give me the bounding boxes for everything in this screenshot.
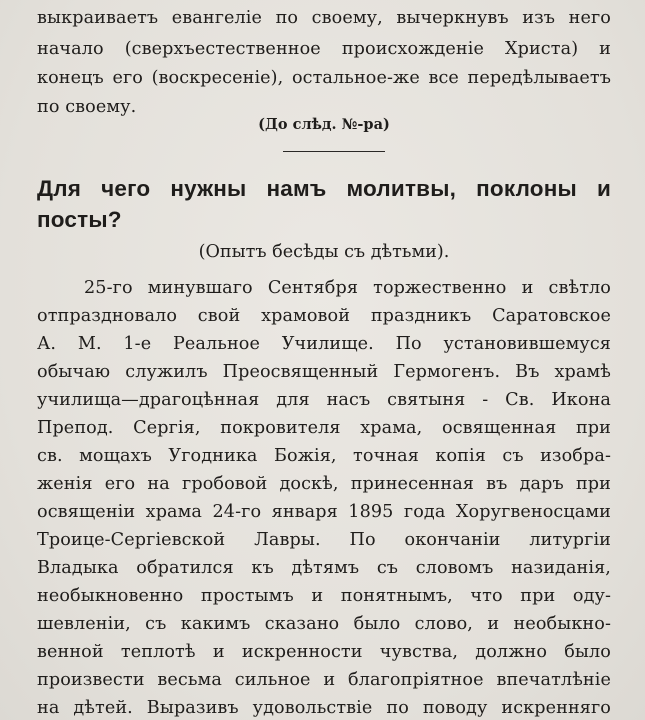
body-line: А. М. 1-е Реальное Училище. По установившемуся <box>37 334 611 354</box>
body-line: шевленіи, съ какимъ сказано было слово, и необыкно- <box>37 614 611 634</box>
text-line: конецъ его (воскресеніе), остальное-же все передѣлываетъ <box>37 68 611 88</box>
article-title-line: Для чего нужны намъ молитвы, поклоны и <box>37 176 611 201</box>
body-line: св. мощахъ Угодника Божія, точная копія съ изобра- <box>37 446 611 466</box>
body-line: Владыка обратился къ дѣтямъ съ словомъ назиданія, <box>37 558 611 578</box>
body-line: училища—драгоцѣнная для насъ святыня - Св. Икона <box>37 390 611 410</box>
section-divider <box>283 151 385 152</box>
continuation-note: (До слѣд. №-ра) <box>258 116 390 133</box>
body-line: отпраздновало свой храмовой праздникъ Саратовское <box>37 306 611 326</box>
article-title-line: посты? <box>37 207 122 232</box>
text-line: по своему. <box>37 97 137 117</box>
body-line: Троице-Сергіевской Лавры. По окончаніи литургіи <box>37 530 611 550</box>
article-subtitle: (Опытъ бесѣды съ дѣтьми). <box>198 242 450 262</box>
body-line: обычаю служилъ Преосвященный Гермогенъ. Въ храмѣ <box>37 362 611 382</box>
body-line: необыкновенно простымъ и понятнымъ, что при оду- <box>37 586 611 606</box>
body-line: 25-го минувшаго Сентября торжественно и свѣтло <box>84 278 611 298</box>
text-line: начало (сверхъестественное происхожденіе Христа) и <box>37 39 611 59</box>
body-line: произвести весьма сильное и благопріятное впечатлѣніе <box>37 670 611 690</box>
body-line: женія его на гробовой доскѣ, принесенная въ даръ при <box>37 474 611 494</box>
text-line: выкраиваетъ евангеліе по своему, вычеркнувъ изъ него <box>37 8 611 28</box>
body-line: Препод. Сергія, покровителя храма, освященная при <box>37 418 611 438</box>
body-line: освященіи храма 24-го января 1895 года Хоругвеносцами <box>37 502 611 522</box>
body-line: венной теплотѣ и искренности чувства, должно было <box>37 642 611 662</box>
body-line: на дѣтей. Выразивъ удовольствіе по поводу искренняго <box>37 698 611 718</box>
